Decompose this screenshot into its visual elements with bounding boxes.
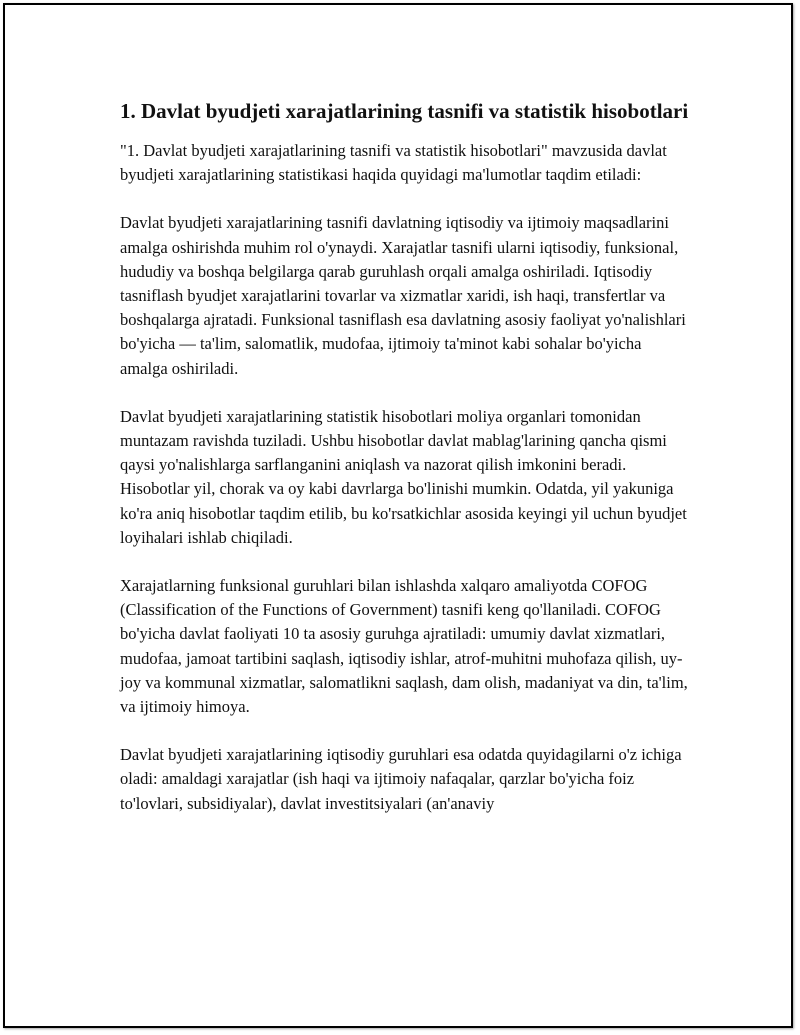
paragraph-statistical-reports: Davlat byudjeti xarajatlarining statistik hisobotlari moliya organlari tomonidan muntazam ravishda tuziladi. Ushbu hisobotlar davlat mablag'larining qancha qismi qaysi yo'nalishlarga sarflanganini aniqlash va nazorat qilish imkonini beradi. Hisobotlar yil, chorak va oy kabi davrlarga bo'linishi mumkin. Odatda, yil yakuniga ko'ra aniq hisobotlar taqdim etilib, bu ko'rsatkichlar asosida keyingi yil uchun byudjet loyihalari ishlab chiqiladi. (120, 406, 687, 547)
paragraph-classification: Davlat byudjeti xarajatlarining tasnifi davlatning iqtisodiy va ijtimoiy maqsadlarini amalga oshirishda muhim rol o'ynaydi. Xarajatlar tasnifi ularni iqtisodiy, funksional, hududiy va boshqa belgilarga qarab guruhlash orqali amalga oshiriladi. Iqtisodiy tasniflash byudjet xarajatlarini tovarlar va xizmatlar xaridi, ish haqi, transfertlar va boshqalarga ajratadi. Funksional tasniflash esa davlatning asosiy faoliyat yo'nalishlari bo'yicha — ta'lim, salomatlik, mudofaa, ijtimoiy ta'minot kabi sohalar bo'yicha amalga oshiriladi. (120, 213, 686, 378)
paragraph-intro: "1. Davlat byudjeti xarajatlarining tasnifi va statistik hisobotlari" mavzusida davlat byudjeti xarajatlarining statistikasi haqida quyidagi ma'lumotlar taqdim etiladi: (120, 141, 667, 185)
document-title: 1. Davlat byudjeti xarajatlarining tasnifi va statistik hisobotlari (120, 99, 689, 123)
paragraph-economic-groups: Davlat byudjeti xarajatlarining iqtisodiy guruhlari esa odatda quyidagilarni o'z ichiga oladi: amaldagi xarajatlar (ish haqi va ijtimoiy nafaqalar, qarzlar bo'yicha foiz to'lovlari, subsidiyalar), davlat investitsiyalari (an'anaviy (120, 745, 682, 813)
paragraph-cofog: Xarajatlarning funksional guruhlari bilan ishlashda xalqaro amaliyotda COFOG (Classification of the Functions of Government) tasnifi keng qo'llaniladi. COFOG bo'yicha davlat faoliyati 10 ta asosiy guruhga ajratiladi: umumiy davlat xizmatlari, mudofaa, jamoat tartibini saqlash, iqtisodiy ishlar, atrof-muhitni muhofaza qilish, uy-joy va kommunal xizmatlar, salomatlikni saqlash, dam olish, madaniyat va din, ta'lim, va ijtimoiy himoya. (120, 576, 688, 717)
document-page (3, 3, 793, 1028)
document-body (120, 98, 690, 840)
